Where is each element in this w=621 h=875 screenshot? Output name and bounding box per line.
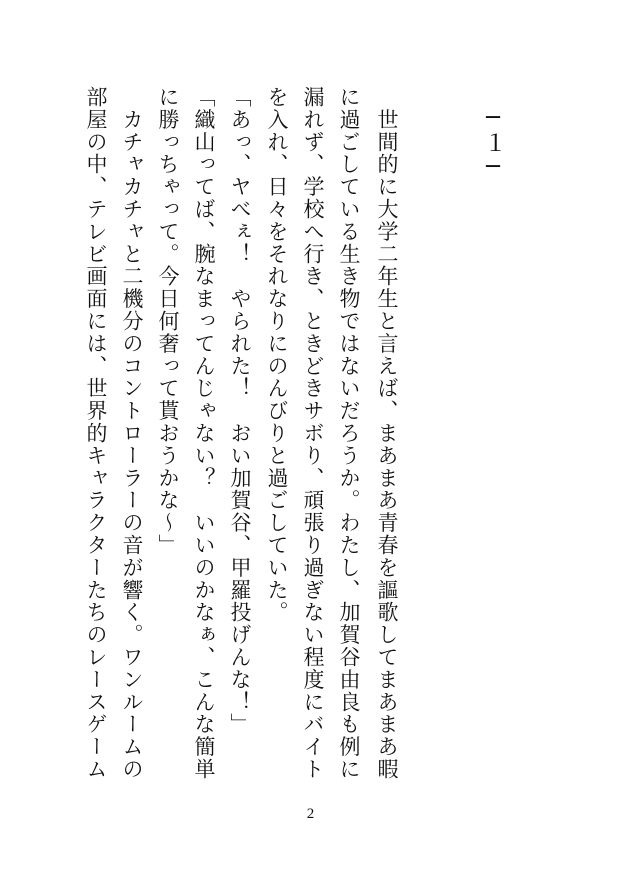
text-line-9: 部屋の中、テレビ画面には、世界的キャラクターたちのレースゲーム <box>84 86 108 781</box>
text-line-4: を入れ、日々をそれなりにのんびりと過ごしていた。 <box>265 86 289 624</box>
text-line-2: に過ごしている生き物ではないだろうか。わたし、加賀谷由良も例に <box>337 86 361 781</box>
page-number: 2 <box>306 806 315 822</box>
text-line-7: に勝っちゃって。今日何奢って貰おうかな〜」 <box>156 86 180 557</box>
text-line-8: カチャカチャと二機分のコントローラーの音が響く。ワンルームの <box>120 86 144 781</box>
text-line-5: 「あっ、ヤべぇ！ やられた！ おい加賀谷、甲羅投げんな！」 <box>228 86 252 736</box>
text-line-3: 漏れず、学校へ行き、ときどきサボり、頑張り過ぎない程度にバイト <box>301 86 325 781</box>
text-line-6: 「織山ってば、腕なまってんじゃない？ いいのかなぁ、こんな簡単 <box>192 86 216 781</box>
text-line-1: 世間的に大学二年生と言えば、まあまあ青春を謳歌してまあまあ暇 <box>375 86 399 781</box>
chapter-heading: ─１─ <box>480 104 506 180</box>
